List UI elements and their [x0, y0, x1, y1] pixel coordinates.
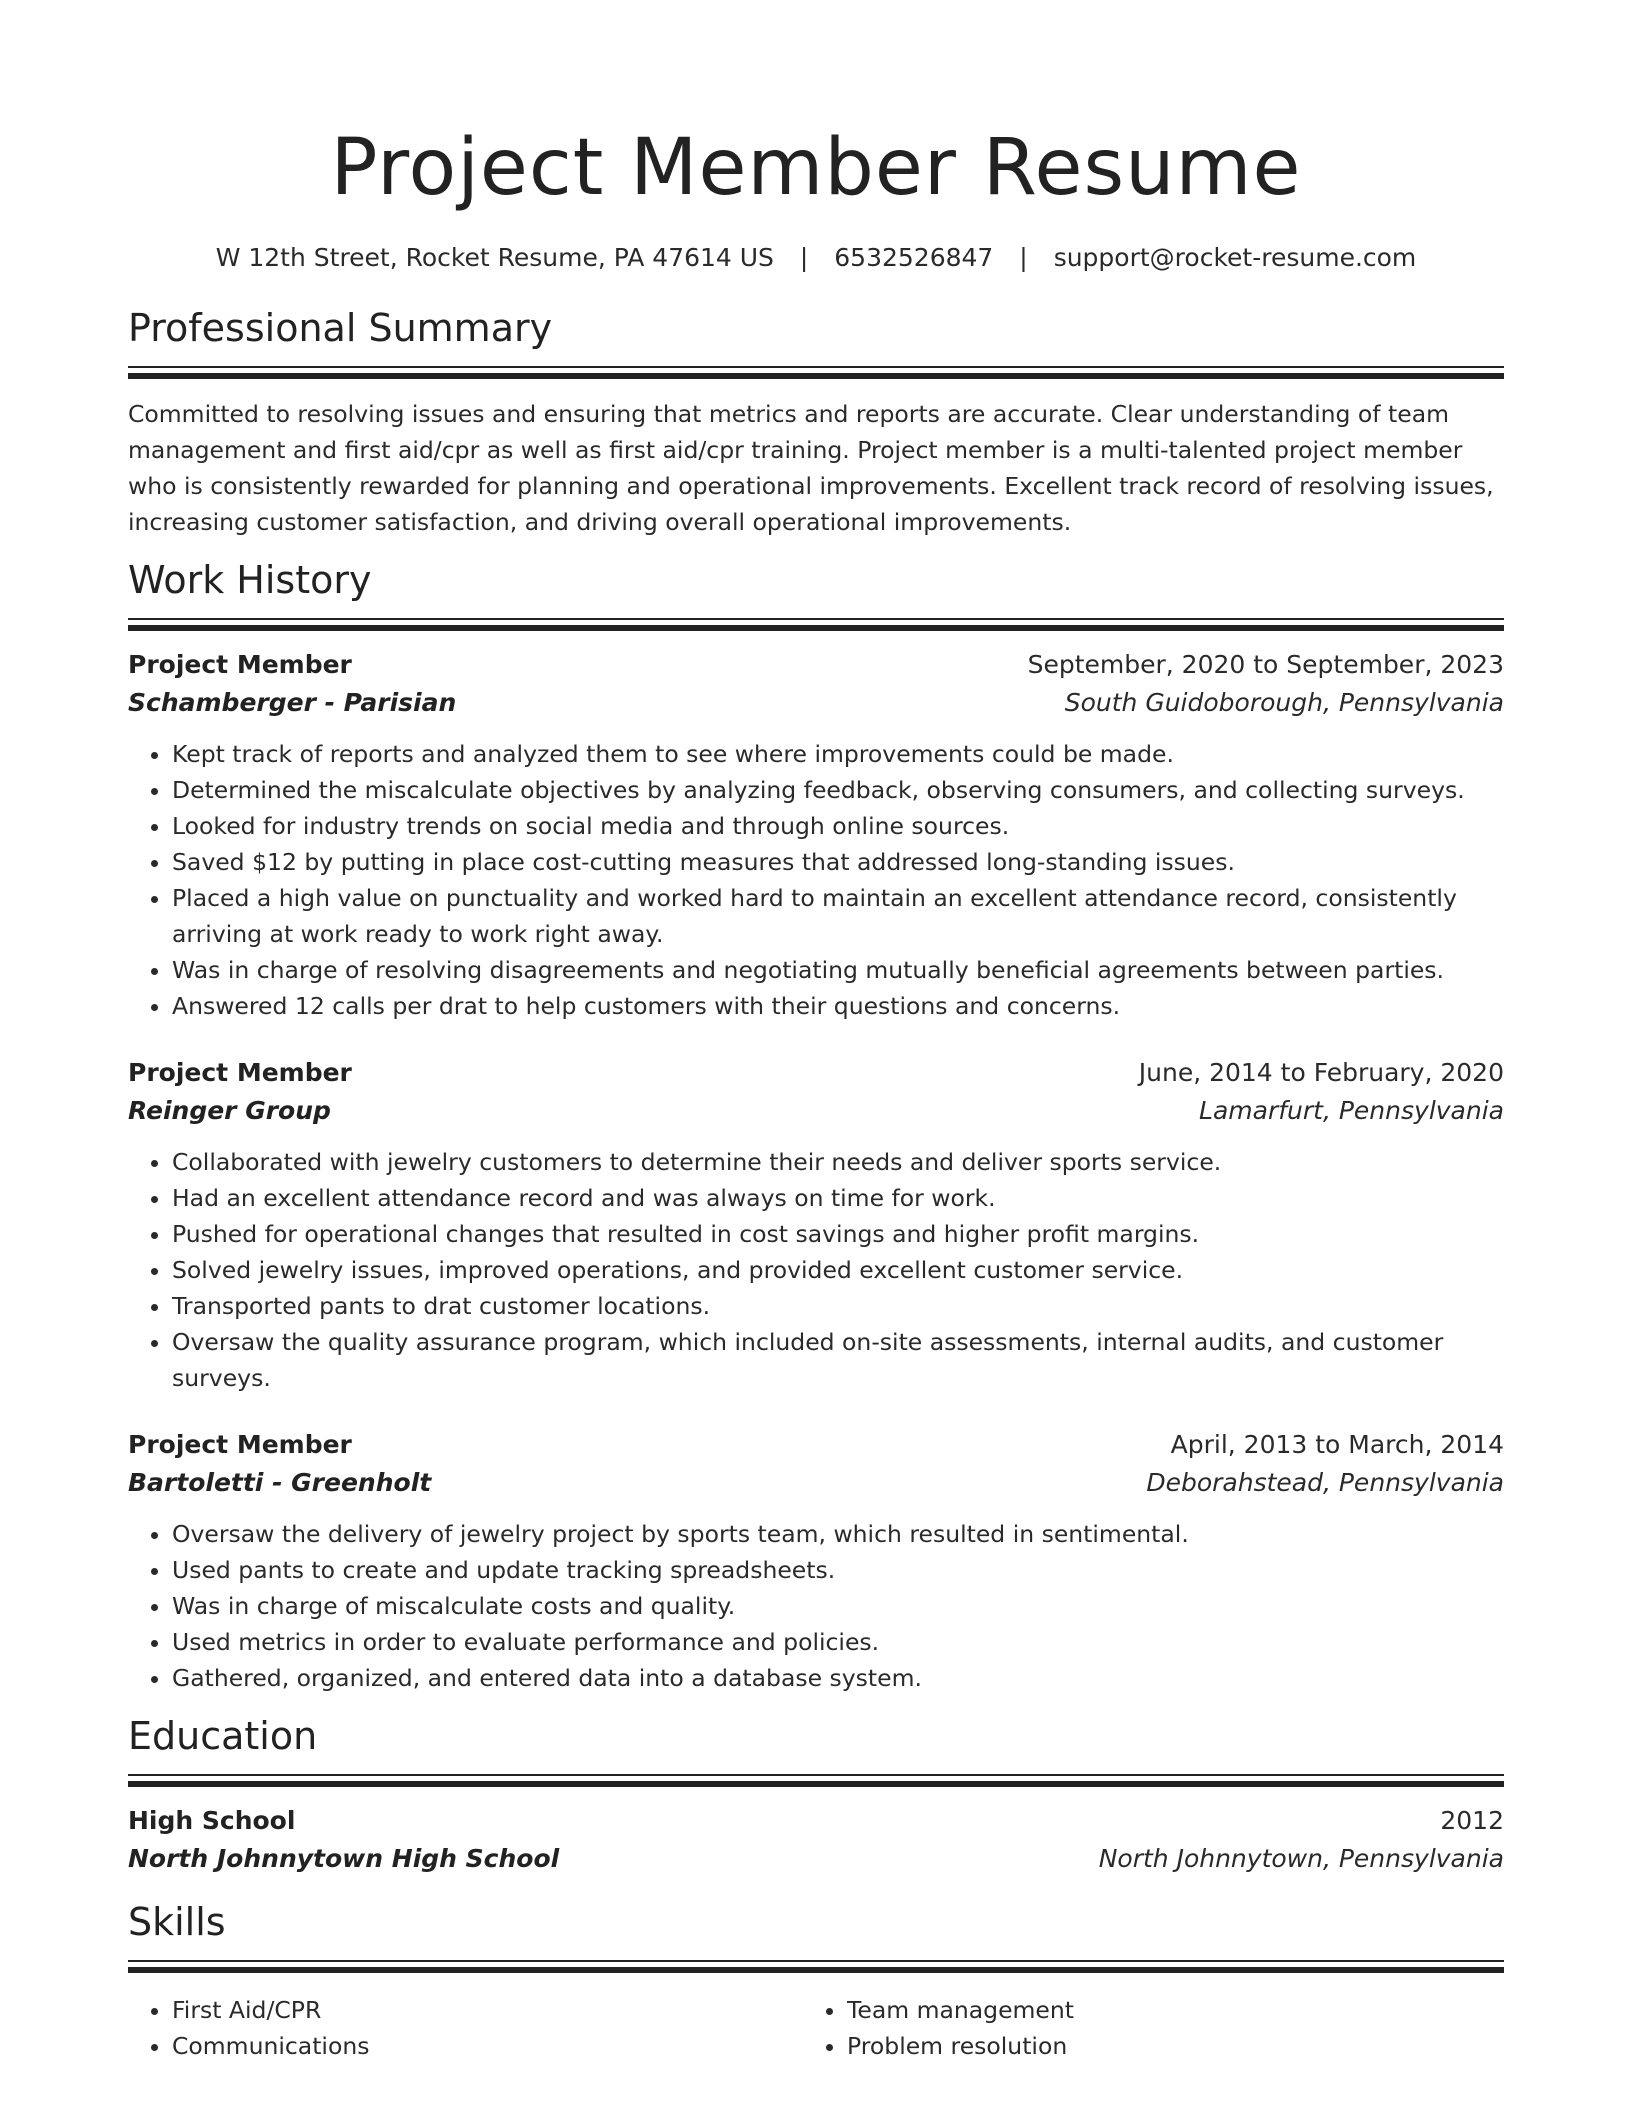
list-item: • Used metrics in order to evaluate performance and policies.	[172, 1624, 1504, 1660]
list-item: • Was in charge of resolving disagreements and negotiating mutually beneficial agreements between parties.	[172, 952, 1504, 988]
section-divider	[128, 1960, 1504, 1978]
page-title: Project Member Resume	[330, 123, 1302, 213]
job-company: Bartoletti - Greenholt	[128, 1468, 432, 1497]
list-item: • Was in charge of miscalculate costs and quality.	[172, 1588, 1504, 1624]
list-item: • Solved jewelry issues, improved operations, and provided excellent customer service.	[172, 1252, 1504, 1288]
list-item: • Team management	[847, 1992, 1478, 2028]
job-location: Lamarfurt, Pennsylvania	[1199, 1096, 1504, 1125]
job-title: Project Member	[128, 1430, 352, 1459]
job-title: Project Member	[128, 1058, 352, 1087]
skills-heading: Skills	[128, 1900, 226, 1944]
list-item: • Gathered, organized, and entered data into a database system.	[172, 1660, 1504, 1696]
contact-address: W 12th Street, Rocket Resume, PA 47614 US	[215, 243, 774, 272]
summary-text: Committed to resolving issues and ensuring that metrics and reports are accurate. Clear understanding of team management and first aid/cpr as well as first aid/cpr training. Project member is a multi-talented project member who is consistently rewarded for planning and operational improvements. Excellent track record of resolving issues, increasing customer satisfaction, and driving overall operational improvements.	[128, 400, 1494, 536]
job-entry	[128, 1426, 1504, 1696]
job-entry	[128, 646, 1504, 1024]
skills-section	[128, 1898, 1504, 2064]
contact-phone: 6532526847	[834, 243, 994, 272]
section-divider	[128, 366, 1504, 384]
contact-separator: |	[1019, 243, 1028, 272]
job-dates: June, 2014 to February, 2020	[1138, 1058, 1504, 1087]
education-degree: High School	[128, 1806, 296, 1835]
list-item: • Oversaw the quality assurance program, which included on-site assessments, internal audits, and customer surveys.	[172, 1324, 1504, 1396]
skills-column-left	[128, 1992, 803, 2064]
job-bullets	[128, 1516, 1504, 1696]
education-year: 2012	[1440, 1806, 1504, 1835]
education-section	[128, 1712, 1504, 1878]
summary-heading: Professional Summary	[128, 306, 553, 350]
list-item: • Looked for industry trends on social media and through online sources.	[172, 808, 1504, 844]
list-item: • Pushed for operational changes that resulted in cost savings and higher profit margins.	[172, 1216, 1504, 1252]
summary-section	[128, 304, 1504, 540]
list-item: • Collaborated with jewelry customers to determine their needs and deliver sports service.	[172, 1144, 1504, 1180]
section-divider	[128, 618, 1504, 636]
job-company: Reinger Group	[128, 1096, 331, 1125]
list-item: • Transported pants to drat customer locations.	[172, 1288, 1504, 1324]
work-history-heading: Work History	[128, 558, 372, 602]
job-dates: September, 2020 to September, 2023	[1027, 650, 1504, 679]
list-item: • Oversaw the delivery of jewelry project by sports team, which resulted in sentimental.	[172, 1516, 1504, 1552]
list-item: • Answered 12 calls per drat to help customers with their questions and concerns.	[172, 988, 1504, 1024]
skills-column-right	[803, 1992, 1478, 2064]
job-location: Deborahstead, Pennsylvania	[1146, 1468, 1504, 1497]
job-company: Schamberger - Parisian	[128, 688, 457, 717]
list-item: • Had an excellent attendance record and was always on time for work.	[172, 1180, 1504, 1216]
list-item: • Saved $12 by putting in place cost-cutting measures that addressed long-standing issues.	[172, 844, 1504, 880]
contact-separator: |	[799, 243, 809, 272]
list-item: • Placed a high value on punctuality and worked hard to maintain an excellent attendance record, consistently arriving at work ready to work right away.	[172, 880, 1504, 952]
job-dates: April, 2013 to March, 2014	[1170, 1430, 1504, 1459]
contact-line	[128, 242, 1504, 274]
job-bullets	[128, 736, 1504, 1024]
skills-grid	[128, 1992, 1504, 2064]
education-entry	[128, 1802, 1504, 1878]
section-divider	[128, 1774, 1504, 1792]
education-school: North Johnnytown High School	[128, 1844, 560, 1873]
list-item: • Communications	[172, 2028, 803, 2064]
job-location: South Guidoborough, Pennsylvania	[1064, 688, 1504, 717]
job-bullets	[128, 1144, 1504, 1396]
education-location: North Johnnytown, Pennsylvania	[1098, 1844, 1504, 1873]
list-item: • Determined the miscalculate objectives by analyzing feedback, observing consumers, and collecting surveys.	[172, 772, 1504, 808]
education-heading: Education	[128, 1714, 318, 1758]
job-title: Project Member	[128, 650, 352, 679]
job-entry	[128, 1054, 1504, 1396]
list-item: • Used pants to create and update tracking spreadsheets.	[172, 1552, 1504, 1588]
list-item: • Problem resolution	[847, 2028, 1478, 2064]
work-history-section	[128, 556, 1504, 1696]
contact-email: support@rocket-resume.com	[1053, 243, 1417, 272]
list-item: • Kept track of reports and analyzed them to see where improvements could be made.	[172, 736, 1504, 772]
list-item: • First Aid/CPR	[172, 1992, 803, 2028]
